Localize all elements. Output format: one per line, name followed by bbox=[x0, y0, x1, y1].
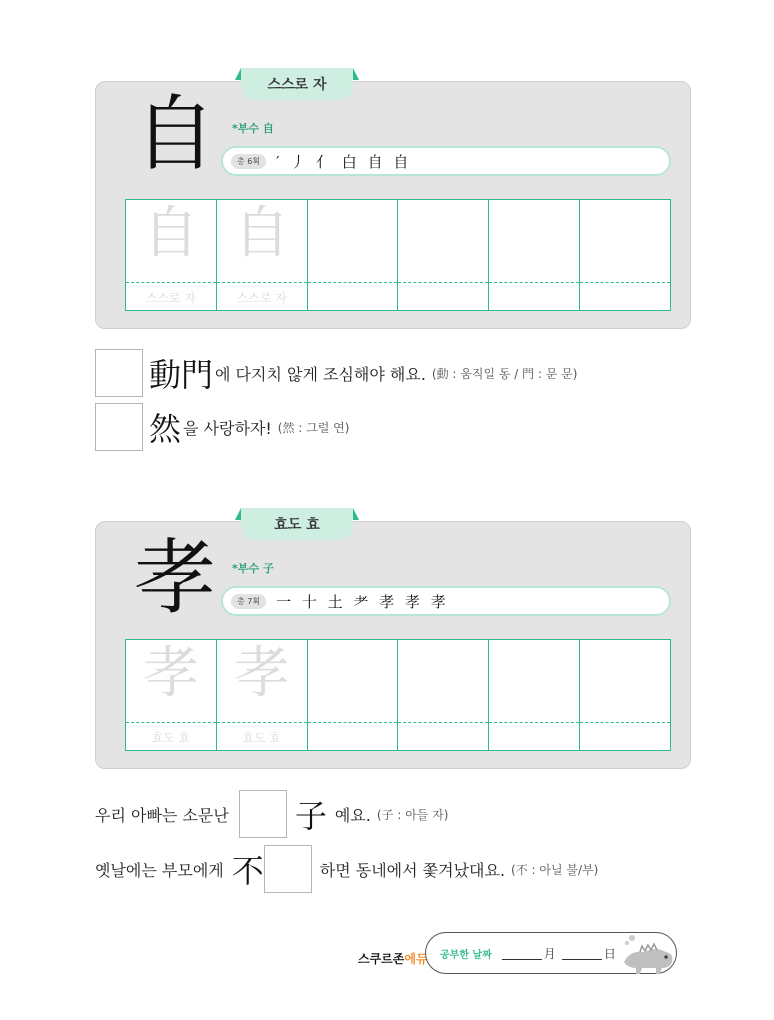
sentence-hanja: 然 bbox=[149, 410, 182, 448]
stroke-order-bar bbox=[221, 586, 671, 616]
sentence-text: 을 사랑하자! bbox=[183, 418, 272, 438]
dinosaur-icon bbox=[620, 932, 676, 976]
trace-char: 孝 bbox=[142, 641, 199, 706]
sentence-hanja: 動門 bbox=[149, 356, 214, 394]
trace-label: 효도 효 bbox=[151, 731, 191, 745]
date-label: 공부한 날짜 bbox=[440, 949, 492, 961]
trace-cell[interactable] bbox=[126, 640, 217, 750]
line-text-before: 우리 아빠는 소문난 bbox=[95, 805, 229, 825]
day-label: 日 bbox=[603, 946, 616, 961]
card-tab: 효도 효 bbox=[241, 508, 353, 540]
line-text-after: 하면 동네에서 쫓겨났대요. bbox=[319, 860, 506, 880]
main-hanja: 自 bbox=[134, 87, 217, 182]
line-note: (不 : 아닐 불/부) bbox=[511, 862, 599, 877]
trace-cell[interactable] bbox=[126, 200, 217, 310]
stroke-order-bar bbox=[221, 146, 671, 176]
answer-box[interactable] bbox=[239, 790, 287, 838]
trace-char: 自 bbox=[233, 201, 290, 266]
trace-char: 自 bbox=[142, 201, 199, 266]
blank-cell[interactable] bbox=[308, 640, 399, 750]
sentence-row bbox=[95, 349, 577, 397]
stroke-sequence: ′ 丿 亻 白 自 自 bbox=[276, 152, 412, 171]
blank-cell[interactable] bbox=[489, 640, 580, 750]
stroke-count: 총 7획 bbox=[231, 594, 266, 609]
writing-grid bbox=[125, 639, 671, 751]
day-blank[interactable] bbox=[562, 946, 602, 960]
sentence-row bbox=[95, 845, 598, 893]
answer-box[interactable] bbox=[264, 845, 312, 893]
blank-cell[interactable] bbox=[398, 640, 489, 750]
trace-label: 스스로 자 bbox=[236, 291, 287, 305]
sentence-row bbox=[95, 403, 349, 451]
stroke-sequence: 一 十 土 耂 孝 孝 孝 bbox=[276, 592, 449, 611]
line-hanja: 子 bbox=[294, 797, 327, 835]
writing-grid bbox=[125, 199, 671, 311]
sentence-text: 에 다지치 않게 조심해야 해요. bbox=[215, 364, 426, 384]
answer-box[interactable] bbox=[95, 403, 143, 451]
trace-cell[interactable] bbox=[217, 200, 308, 310]
sentence-row bbox=[95, 790, 448, 838]
line-hanja: 不 bbox=[231, 852, 264, 890]
stroke-count: 총 6획 bbox=[231, 154, 266, 169]
trace-label: 효도 효 bbox=[242, 731, 282, 745]
practice-card-self bbox=[95, 77, 691, 329]
main-hanja: 孝 bbox=[134, 531, 217, 626]
month-label: 月 bbox=[543, 946, 556, 961]
sentence-note: (然 : 그럴 연) bbox=[277, 420, 350, 435]
blank-cell[interactable] bbox=[398, 200, 489, 310]
blank-cell[interactable] bbox=[489, 200, 580, 310]
month-blank[interactable] bbox=[502, 946, 542, 960]
trace-cell[interactable] bbox=[217, 640, 308, 750]
practice-card-filial bbox=[95, 517, 691, 769]
answer-box[interactable] bbox=[95, 349, 143, 397]
radical-label: *부수 自 bbox=[232, 122, 274, 135]
trace-char: 孝 bbox=[233, 641, 290, 706]
blank-cell[interactable] bbox=[580, 640, 670, 750]
line-note: (子 : 아들 자) bbox=[376, 807, 449, 822]
brand-logo: 스쿠르존에듀 bbox=[358, 952, 428, 966]
radical-label: *부수 子 bbox=[232, 562, 274, 575]
line-text-after: 예요. bbox=[334, 805, 371, 825]
blank-cell[interactable] bbox=[308, 200, 399, 310]
card-tab: 스스로 자 bbox=[241, 68, 353, 100]
trace-label: 스스로 자 bbox=[145, 291, 196, 305]
sentence-note: (動 : 움직일 동 / 門 : 문 문) bbox=[431, 366, 578, 381]
line-text-before: 옛날에는 부모에게 bbox=[95, 860, 224, 880]
blank-cell[interactable] bbox=[580, 200, 670, 310]
